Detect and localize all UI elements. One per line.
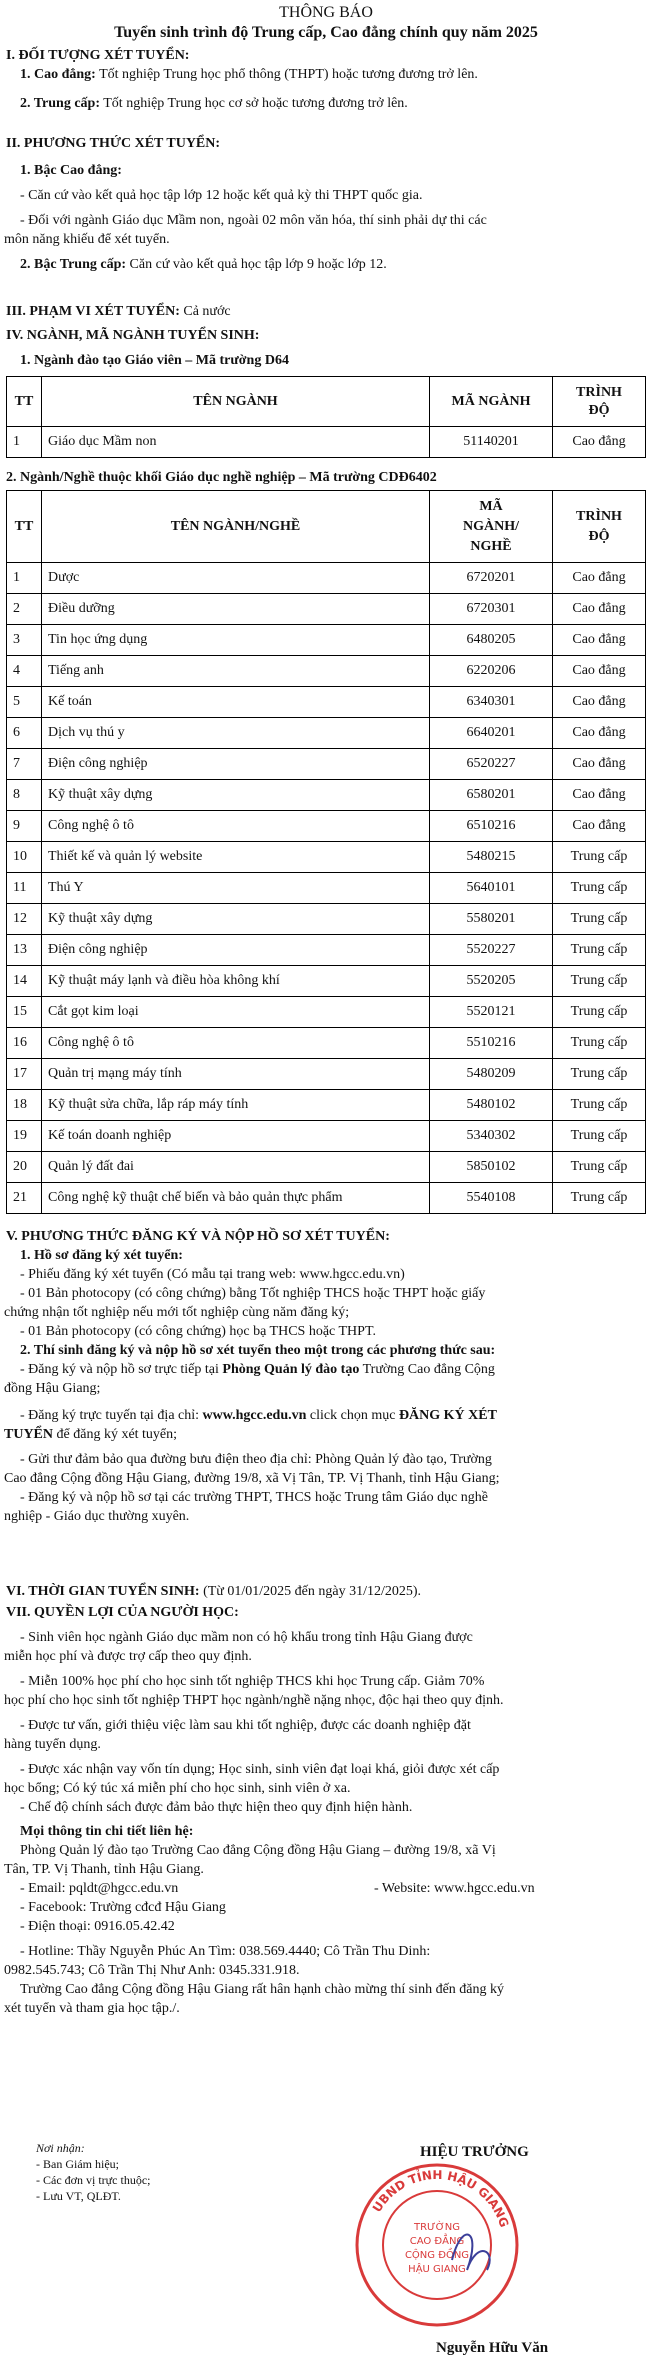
table-header-row: [7, 377, 646, 427]
row-name: Kỹ thuật xây dựng: [42, 904, 430, 935]
section-5-l1: - Phiếu đăng ký xét tuyển (Có mẫu tại trang web: www.hgcc.edu.vn): [20, 1267, 405, 1282]
contact-website[interactable]: - Website: www.hgcc.edu.vn: [374, 1881, 535, 1896]
row-code: 5480102: [430, 1090, 553, 1121]
section-2-line-2b: môn năng khiếu để xét tuyển.: [4, 232, 170, 247]
row-name: Cắt gọt kim loại: [42, 997, 430, 1028]
seal-inner-line1: TRƯỜNG: [414, 2222, 460, 2233]
row-code: 5520205: [430, 966, 553, 997]
row-level: Cao đẳng: [553, 687, 646, 718]
row-name: Tiếng anh: [42, 656, 430, 687]
section-7-b5: - Chế độ chính sách được đảm bảo thực hiện theo quy định hiện hành.: [20, 1800, 413, 1815]
bold-text: Phòng Quản lý đào tạo: [222, 1362, 360, 1377]
row-code: 5520227: [430, 935, 553, 966]
row-number: 1: [7, 563, 42, 594]
section-7-b2b: học phí cho học sinh tốt nghiệp THPT học ngành/nghề nặng nhọc, độc hại theo quy định.: [4, 1693, 504, 1708]
table-row: [7, 687, 646, 718]
section-2-sub-1: 1. Bậc Cao đẳng:: [20, 163, 122, 178]
section-6: [0, 1582, 652, 1601]
col-level-line1: TRÌNH: [576, 508, 622, 524]
row-name: Công nghệ ô tô: [42, 811, 430, 842]
row-number: 7: [7, 749, 42, 780]
row-code: 6480205: [430, 625, 553, 656]
text: - Đăng ký trực tuyến tại địa chỉ:: [20, 1408, 203, 1423]
text: để đăng ký xét tuyển;: [53, 1427, 178, 1442]
row-code: 6340301: [430, 687, 553, 718]
recipient-item: - Lưu VT, QLĐT.: [36, 2189, 121, 2203]
section-5-sub-1: 1. Hồ sơ đăng ký xét tuyển:: [20, 1248, 183, 1263]
table-row: [7, 718, 646, 749]
section-5-l2b: chứng nhận tốt nghiệp nếu mới tốt nghiệp cùng năm đăng ký;: [4, 1305, 350, 1320]
section-3-line: [0, 302, 652, 321]
col-level: [553, 377, 646, 427]
row-number: 4: [7, 656, 42, 687]
col-code-line2: NGÀNH/: [463, 518, 519, 534]
row-level: Cao đẳng: [553, 563, 646, 594]
table-row: [7, 811, 646, 842]
row-code: 6720201: [430, 563, 553, 594]
contact-phone: - Điện thoại: 0916.05.42.42: [20, 1919, 175, 1934]
table-row: [7, 780, 646, 811]
section-1-heading: I. ĐỐI TƯỢNG XÉT TUYỂN:: [6, 48, 190, 63]
official-seal: [352, 2160, 522, 2330]
section-5-m4a: - Đăng ký và nộp hồ sơ tại các trường THPT, THCS hoặc Trung tâm Giáo dục nghề: [20, 1490, 489, 1505]
row-level: Cao đẳng: [553, 811, 646, 842]
row-name: Điện công nghiệp: [42, 935, 430, 966]
row-level: Trung cấp: [553, 1090, 646, 1121]
row-name: Tin học ứng dụng: [42, 625, 430, 656]
section-7-b3a: - Được tư vấn, giới thiệu việc làm sau khi tốt nghiệp, được các doanh nghiệp đặt: [20, 1718, 471, 1733]
row-number: 8: [7, 780, 42, 811]
recipient-item: - Ban Giám hiệu;: [36, 2157, 119, 2171]
row-name: Kỹ thuật sửa chữa, lắp ráp máy tính: [42, 1090, 430, 1121]
section-6-text: (Từ 01/01/2025 đến ngày 31/12/2025).: [199, 1584, 422, 1599]
row-level: Cao đẳng: [553, 656, 646, 687]
section-2-sub-2: [0, 255, 652, 274]
table-row: [7, 1152, 646, 1183]
col-tt: TT: [7, 377, 42, 427]
section-7-b1a: - Sinh viên học ngành Giáo dục mầm non có hộ khẩu trong tỉnh Hậu Giang được: [20, 1630, 473, 1645]
item-text: Tốt nghiệp Trung học phổ thông (THPT) hoặc tương đương trở lên.: [95, 67, 478, 82]
table-teacher-training: [6, 376, 646, 458]
row-number: 15: [7, 997, 42, 1028]
row-level: Cao đẳng: [553, 780, 646, 811]
row-code: 6510216: [430, 811, 553, 842]
section-5-sub-2: 2. Thí sinh đăng ký và nộp hồ sơ xét tuyển theo một trong các phương thức sau:: [20, 1343, 496, 1358]
table-row: [7, 997, 646, 1028]
website-link[interactable]: www.hgcc.edu.vn: [202, 1408, 307, 1423]
seal-inner-line2: CAO ĐẲNG: [409, 2236, 465, 2247]
col-tt: TT: [7, 491, 42, 563]
row-number: 1: [7, 427, 42, 458]
row-code: 5340302: [430, 1121, 553, 1152]
row-name: Kỹ thuật xây dựng: [42, 780, 430, 811]
row-code: 51140201: [430, 427, 553, 458]
row-number: 18: [7, 1090, 42, 1121]
contact-address-a: Phòng Quản lý đào tạo Trường Cao đẳng Cộng đồng Hậu Giang – đường 19/8, xã Vị: [20, 1843, 496, 1858]
contact-address-b: Tân, TP. Vị Thanh, tỉnh Hậu Giang.: [4, 1862, 204, 1877]
text: Trường Cao đẳng Cộng: [359, 1362, 495, 1377]
section-5-m2b: [0, 1425, 652, 1444]
section-4-sub-1: 1. Ngành đào tạo Giáo viên – Mã trường D64: [20, 353, 289, 368]
table-row: [7, 904, 646, 935]
section-3-text: Cả nước: [179, 304, 231, 319]
row-level: Cao đẳng: [553, 594, 646, 625]
row-name: Quản lý đất đai: [42, 1152, 430, 1183]
row-level: Trung cấp: [553, 1059, 646, 1090]
table-row: [7, 1028, 646, 1059]
row-code: 6220206: [430, 656, 553, 687]
seal-outer-text-path: UBND TỈNH HẬU GIANG: [369, 2167, 512, 2230]
col-level-line1: TRÌNH: [576, 384, 622, 400]
row-level: Trung cấp: [553, 904, 646, 935]
row-code: 5480209: [430, 1059, 553, 1090]
section-6-line: [0, 1582, 652, 1601]
row-number: 21: [7, 1183, 42, 1214]
table-row: [7, 625, 646, 656]
section-3: [0, 302, 652, 321]
row-code: 6640201: [430, 718, 553, 749]
item-label: 2. Trung cấp:: [20, 96, 100, 111]
row-code: 5520121: [430, 997, 553, 1028]
row-level: Cao đẳng: [553, 718, 646, 749]
section-5-m3b: Cao đẳng Cộng đồng Hậu Giang, đường 19/8, xã Vị Tân, TP. Vị Thanh, tỉnh Hậu Giang;: [4, 1471, 500, 1486]
section-5-m1b: đồng Hậu Giang;: [4, 1381, 101, 1396]
row-level: Trung cấp: [553, 873, 646, 904]
text: click chọn mục: [306, 1408, 399, 1423]
col-code-line3: NGHỀ: [470, 538, 512, 554]
bold-text: TUYỂN: [4, 1427, 54, 1442]
table-body: [7, 427, 646, 458]
row-name: Giáo dục Mầm non: [42, 427, 430, 458]
item-label: 1. Cao đẳng:: [20, 67, 96, 82]
row-level: Trung cấp: [553, 966, 646, 997]
contact-facebook[interactable]: - Facebook: Trường cđcđ Hậu Giang: [20, 1900, 226, 1915]
row-level: Trung cấp: [553, 1121, 646, 1152]
row-number: 10: [7, 842, 42, 873]
section-2-line-1: - Căn cứ vào kết quả học tập lớp 12 hoặc kết quả kỳ thi THPT quốc gia.: [20, 188, 423, 203]
recipients-block: [36, 2140, 151, 2204]
section-2-heading: II. PHƯƠNG THỨC XÉT TUYỂN:: [6, 136, 221, 151]
section-4-sub-2-wrap: [0, 468, 652, 487]
document-title: THÔNG BÁO: [279, 4, 373, 21]
row-number: 9: [7, 811, 42, 842]
row-number: 20: [7, 1152, 42, 1183]
row-name: Dịch vụ thú y: [42, 718, 430, 749]
section-5-m2a: [0, 1406, 652, 1425]
contact-hotline-a: - Hotline: Thầy Nguyễn Phúc An Tìm: 038.569.4440; Cô Trần Thu Dinh:: [20, 1944, 431, 1959]
section-7-b3b: hàng tuyển dụng.: [4, 1737, 101, 1752]
row-level: Trung cấp: [553, 1152, 646, 1183]
section-7-b4a: - Được xác nhận vay vốn tín dụng; Học sinh, sinh viên đạt loại khá, giỏi được xét cấp: [20, 1762, 500, 1777]
row-code: 6520227: [430, 749, 553, 780]
recipient-item: - Các đơn vị trực thuộc;: [36, 2173, 151, 2187]
table-row: [7, 1059, 646, 1090]
section-4-heading: IV. NGÀNH, MÃ NGÀNH TUYỂN SINH:: [6, 328, 260, 343]
table-body: [7, 563, 646, 1214]
table-row: [7, 427, 646, 458]
section-2: [0, 134, 652, 274]
row-number: 2: [7, 594, 42, 625]
row-name: Điện công nghiệp: [42, 749, 430, 780]
col-name: TÊN NGÀNH: [42, 377, 430, 427]
section-5: [0, 1227, 652, 1526]
section-3-label: III. PHẠM VI XÉT TUYỂN:: [6, 304, 180, 319]
col-name: TÊN NGÀNH/NGHỀ: [42, 491, 430, 563]
col-code-line1: MÃ: [479, 498, 503, 514]
section-6-label: VI. THỜI GIAN TUYỂN SINH:: [6, 1584, 200, 1599]
contact-section: [0, 1822, 652, 2018]
section-7: [0, 1603, 652, 1817]
section-7-b4b: học bổng; Có ký túc xá miễn phí cho học sinh, sinh viên ở xa.: [4, 1781, 351, 1796]
row-name: Kỹ thuật máy lạnh và điều hòa không khí: [42, 966, 430, 997]
table-row: [7, 1121, 646, 1152]
col-code: MÃ NGÀNH: [430, 377, 553, 427]
row-number: 6: [7, 718, 42, 749]
row-name: Công nghệ kỹ thuật chế biến và bảo quản thực phẩm: [42, 1183, 430, 1214]
section-2-line-2a: - Đối với ngành Giáo dục Mầm non, ngoài 02 môn văn hóa, thí sinh phải dự thi các: [20, 213, 487, 228]
table-row: [7, 873, 646, 904]
section-5-m4b: nghiệp - Giáo dục thường xuyên.: [4, 1509, 190, 1524]
row-number: 14: [7, 966, 42, 997]
row-code: 5640101: [430, 873, 553, 904]
row-level: Trung cấp: [553, 935, 646, 966]
section-5-heading: V. PHƯƠNG THỨC ĐĂNG KÝ VÀ NỘP HỒ SƠ XÉT TUYỂN:: [6, 1229, 390, 1244]
row-code: 5850102: [430, 1152, 553, 1183]
section-1-item-1: [0, 65, 652, 84]
row-name: Thú Y: [42, 873, 430, 904]
section-7-heading: VII. QUYỀN LỢI CỦA NGƯỜI HỌC:: [6, 1605, 239, 1620]
table-header-row: [7, 491, 646, 563]
table-row: [7, 749, 646, 780]
col-level-line2: ĐỘ: [588, 402, 610, 418]
text: - Đăng ký và nộp hồ sơ trực tiếp tại: [20, 1362, 223, 1377]
table-row: [7, 842, 646, 873]
section-1-item-2: [0, 94, 652, 113]
table-row: [7, 1183, 646, 1214]
table-row: [7, 1090, 646, 1121]
row-code: 6720301: [430, 594, 553, 625]
row-number: 12: [7, 904, 42, 935]
recipients-label: Nơi nhận:: [36, 2141, 85, 2155]
row-code: 6580201: [430, 780, 553, 811]
col-level: [553, 491, 646, 563]
row-level: Trung cấp: [553, 997, 646, 1028]
section-5-m3a: - Gửi thư đảm bảo qua đường bưu điện theo địa chỉ: Phòng Quản lý đào tạo, Trường: [20, 1452, 492, 1467]
principal-title: HIỆU TRƯỞNG: [420, 2144, 529, 2160]
row-number: 19: [7, 1121, 42, 1152]
row-number: 17: [7, 1059, 42, 1090]
section-4-sub-2: 2. Ngành/Nghề thuộc khối Giáo dục nghề nghiệp – Mã trường CDĐ6402: [6, 470, 437, 485]
row-name: Kế toán: [42, 687, 430, 718]
row-level: Cao đẳng: [553, 625, 646, 656]
signer-name: Nguyễn Hữu Văn: [436, 2340, 549, 2356]
row-level: Trung cấp: [553, 842, 646, 873]
row-number: 16: [7, 1028, 42, 1059]
section-5-l3: - 01 Bản photocopy (có công chứng) học bạ THCS hoặc THPT.: [20, 1324, 376, 1339]
table-vocational: [6, 490, 646, 1214]
seal-inner-line3: CỘNG ĐỒNG: [404, 2250, 470, 2261]
section-4: [0, 326, 652, 370]
row-code: 5540108: [430, 1183, 553, 1214]
row-level: Trung cấp: [553, 1028, 646, 1059]
row-name: Kế toán doanh nghiệp: [42, 1121, 430, 1152]
row-level: Cao đẳng: [553, 749, 646, 780]
bold-text: ĐĂNG KÝ XÉT: [398, 1408, 497, 1423]
sub-label: 2. Bậc Trung cấp:: [20, 257, 127, 272]
section-1: [0, 46, 652, 113]
table-row: [7, 935, 646, 966]
seal-inner-line4: HẬU GIANG: [408, 2264, 466, 2275]
row-name: Điều dưỡng: [42, 594, 430, 625]
row-name: Dược: [42, 563, 430, 594]
table-row: [7, 656, 646, 687]
row-code: 5510216: [430, 1028, 553, 1059]
col-level-line2: ĐỘ: [588, 528, 610, 544]
row-code: 5580201: [430, 904, 553, 935]
contact-closing-b: xét tuyển và tham gia học tập./.: [4, 2001, 180, 2016]
table-row: [7, 563, 646, 594]
row-name: Quản trị mạng máy tính: [42, 1059, 430, 1090]
section-7-b2a: - Miễn 100% học phí cho học sinh tốt nghiệp THCS khi học Trung cấp. Giảm 70%: [20, 1674, 485, 1689]
contact-heading: Mọi thông tin chi tiết liên hệ:: [20, 1824, 194, 1839]
row-code: 5480215: [430, 842, 553, 873]
contact-email-row: [0, 1879, 652, 1898]
item-text: Tốt nghiệp Trung học cơ sở hoặc tương đương trở lên.: [100, 96, 408, 111]
document-subtitle: Tuyển sinh trình độ Trung cấp, Cao đẳng chính quy năm 2025: [114, 24, 538, 41]
section-7-b1b: miễn học phí và được trợ cấp theo quy định.: [4, 1649, 252, 1664]
col-code: [430, 491, 553, 563]
row-level: Cao đẳng: [553, 427, 646, 458]
row-number: 11: [7, 873, 42, 904]
table-row: [7, 966, 646, 997]
table-row: [7, 594, 646, 625]
section-5-l2a: - 01 Bản photocopy (có công chứng) bằng Tốt nghiệp THCS hoặc THPT hoặc giấy: [20, 1286, 486, 1301]
sub-text: Căn cứ vào kết quả học tập lớp 9 hoặc lớp 12.: [126, 257, 387, 272]
row-number: 13: [7, 935, 42, 966]
row-level: Trung cấp: [553, 1183, 646, 1214]
seal-outer-text: [370, 2168, 512, 2229]
contact-email[interactable]: - Email: pqldt@hgcc.edu.vn: [20, 1881, 179, 1896]
seal-inner-text: [405, 2220, 469, 2275]
row-name: Công nghệ ô tô: [42, 1028, 430, 1059]
section-5-m1a: [0, 1360, 652, 1379]
row-number: 3: [7, 625, 42, 656]
row-name: Thiết kế và quản lý website: [42, 842, 430, 873]
contact-hotline-b: 0982.545.743; Cô Trần Thị Như Anh: 0345.331.918.: [4, 1963, 300, 1978]
row-number: 5: [7, 687, 42, 718]
contact-closing-a: Trường Cao đẳng Cộng đồng Hậu Giang rất hân hạnh chào mừng thí sinh đến đăng ký: [20, 1982, 504, 1997]
